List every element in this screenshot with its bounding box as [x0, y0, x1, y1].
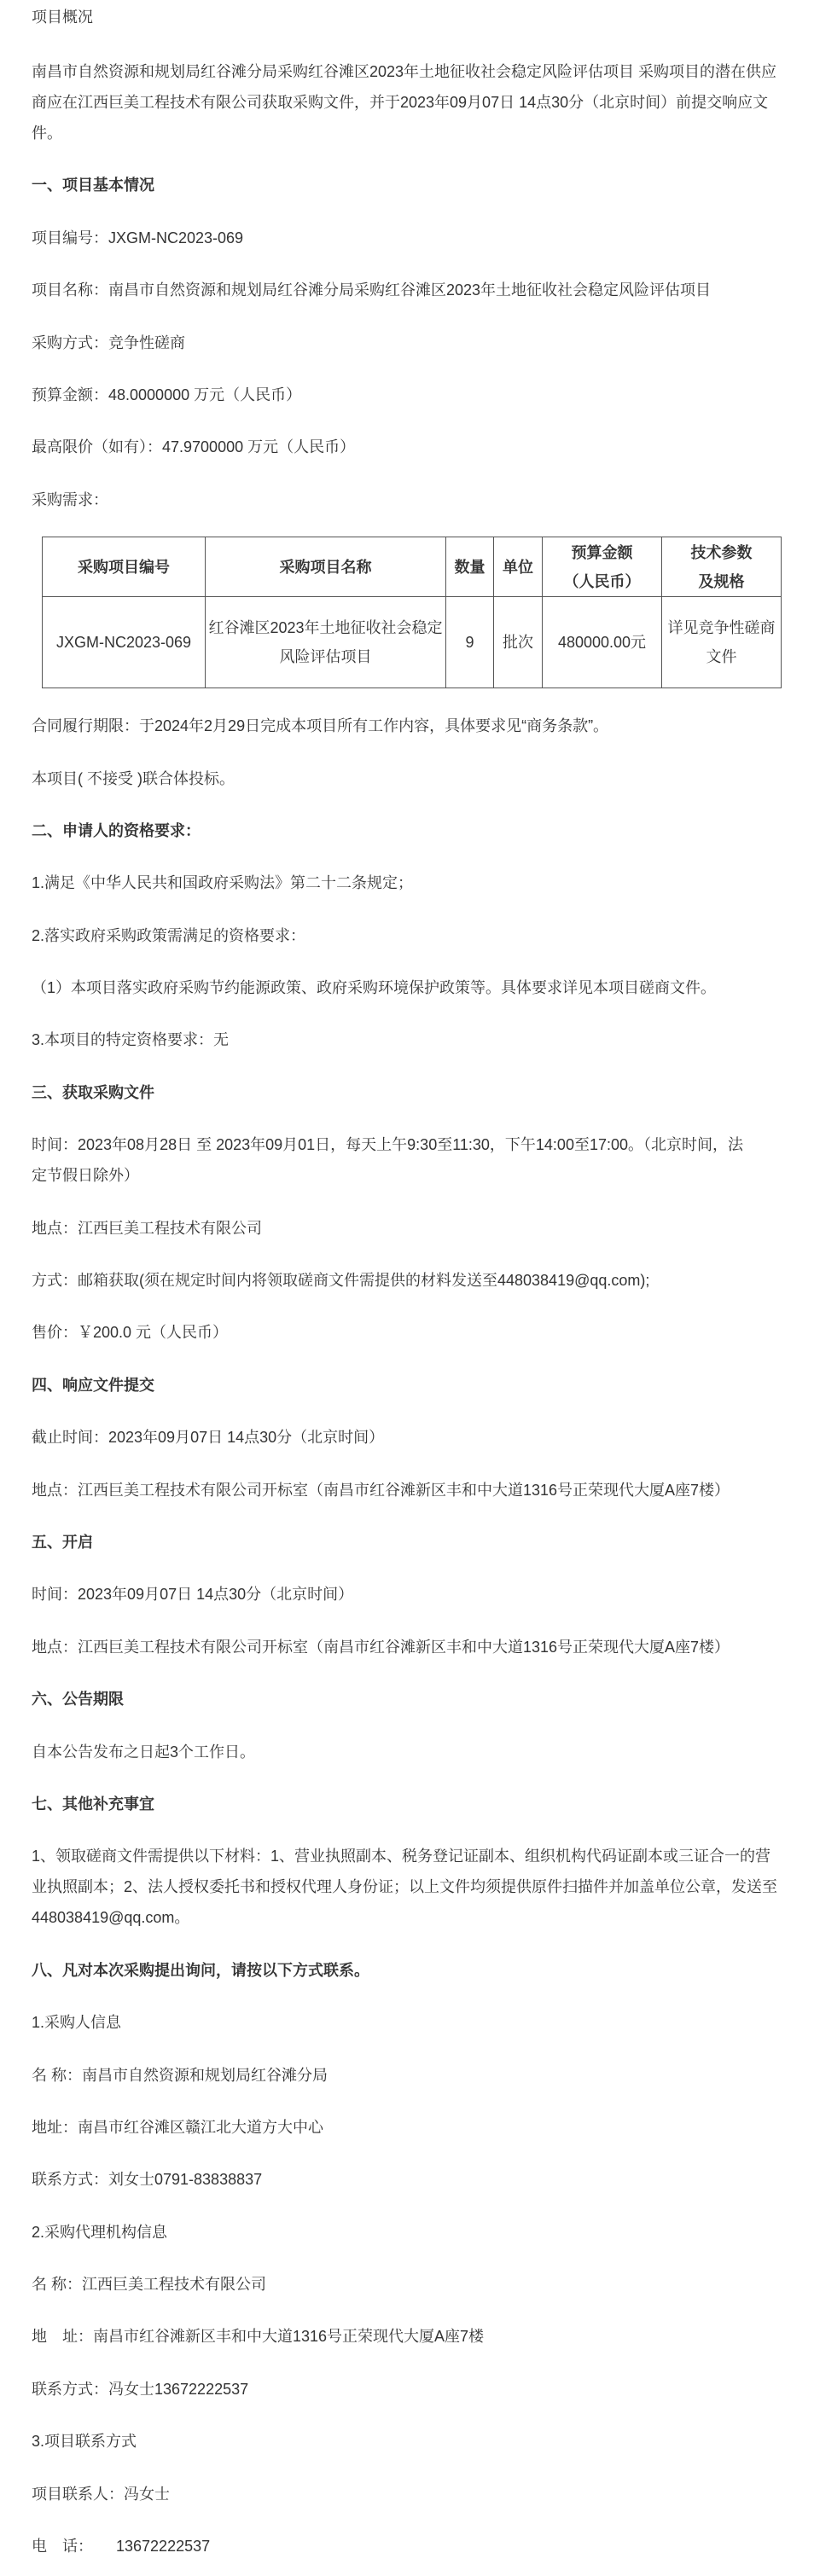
qualification-item: 2.落实政府采购政策需满足的资格要求：: [32, 926, 306, 944]
cell-project-name: [206, 597, 446, 688]
header-cell-text: 预算金额: [571, 543, 633, 561]
opening-time: 时间：2023年09月07日 14点30分（北京时间）: [32, 1586, 354, 1604]
opening-place: 地点：江西巨美工程技术有限公司开标室（南昌市红谷滩新区丰和中大道1316号正荣现代大厦A座7楼）: [32, 1638, 730, 1656]
section-heading-qualifications: 二、申请人的资格要求：: [32, 821, 201, 839]
agency-title: 2.采购代理机构信息: [32, 2223, 168, 2241]
section-heading-basic-info: 一、项目基本情况: [32, 177, 154, 194]
header-cell-budget: [543, 537, 662, 597]
submission-place: 地点：江西巨美工程技术有限公司开标室（南昌市红谷滩新区丰和中大道1316号正荣现代大厦A座7楼）: [32, 1481, 730, 1499]
cell-text: JXGM-NC2023-069: [55, 634, 192, 652]
header-cell-text: 数量: [454, 558, 485, 576]
section-heading-opening: 五、开启: [32, 1533, 93, 1551]
obtain-docs-time-line: 定节假日除外）: [32, 1167, 139, 1185]
cell-quantity: [446, 597, 494, 688]
header-cell-text: 单位: [503, 558, 533, 576]
cell-text: 480000.00元: [557, 634, 647, 652]
project-contact-phone: 电 话： 13672222537: [32, 2538, 211, 2556]
requirement-label: 采购需求：: [32, 490, 108, 508]
cell-text: 文件: [706, 648, 737, 666]
cell-budget: [543, 597, 662, 688]
section-heading-submission: 四、响应文件提交: [32, 1376, 154, 1394]
project-contact-title: 3.项目联系方式: [32, 2433, 137, 2451]
max-price: 最高限价（如有）：47.9700000 万元（人民币）: [32, 438, 356, 456]
section-heading-other: 七、其他补充事宜: [32, 1795, 154, 1813]
overview-intro-line: 件。: [32, 125, 62, 142]
obtain-docs-method: 方式：邮箱获取(须在规定时间内将领取磋商文件需提供的材料发送至448038419@qq.com);: [32, 1272, 650, 1290]
purchaser-title: 1.采购人信息: [32, 2014, 122, 2032]
cell-project-number: [43, 597, 206, 688]
requirement-table: [42, 537, 782, 688]
header-cell-specs: [662, 537, 782, 597]
obtain-docs-time-line: 时间：2023年08月28日 至 2023年09月01日，每天上午9:30至11:30，下午14:00至17:00。（北京时间，法: [32, 1136, 743, 1154]
header-cell-text: 采购项目名称: [279, 558, 372, 576]
overview-intro-line: 商应在江西巨美工程技术有限公司获取采购文件，并于2023年09月07日 14点30分（北京时间）前提交响应文: [32, 94, 769, 111]
section-heading-notice-period: 六、公告期限: [32, 1691, 124, 1709]
cell-text: 详见竞争性磋商: [667, 619, 776, 637]
qualification-item: 1.满足《中华人民共和国政府采购法》第二十二条规定；: [32, 874, 414, 892]
project-name: 项目名称：南昌市自然资源和规划局红谷滩分局采购红谷滩区2023年土地征收社会稳定风险评估项目: [32, 281, 712, 299]
budget-amount: 预算金额：48.0000000 万元（人民币）: [32, 386, 302, 403]
cell-text: 红谷滩区2023年土地征收社会稳定: [208, 619, 443, 637]
contract-term: 合同履行期限：于2024年2月29日完成本项目所有工作内容，具体要求见“商务条款”。: [32, 717, 609, 735]
other-materials: [32, 1841, 782, 1933]
section-heading-obtain-docs: 三、获取采购文件: [32, 1083, 154, 1101]
submission-deadline: 截止时间：2023年09月07日 14点30分（北京时间）: [32, 1429, 385, 1447]
other-materials-line: 448038419@qq.com。: [32, 1909, 190, 1927]
qualification-item: 3.本项目的特定资格要求：无: [32, 1031, 230, 1049]
agency-name: 名 称：江西巨美工程技术有限公司: [32, 2276, 266, 2294]
header-cell-text: 采购项目编号: [78, 558, 170, 576]
cell-text: 批次: [503, 634, 533, 652]
other-materials-line: 1、领取磋商文件需提供以下材料：1、营业执照副本、税务登记证副本、组织机构代码证副本或三证合一的营: [32, 1848, 771, 1865]
consortium-note: 本项目( 不接受 )联合体投标。: [32, 769, 235, 787]
notice-period-text: 自本公告发布之日起3个工作日。: [32, 1743, 256, 1761]
other-materials-line: 业执照副本；2、法人授权委托书和授权代理人身份证；以上文件均须提供原件扫描件并加盖单位公章，发送至: [32, 1878, 778, 1896]
cell-text: 风险评估项目: [279, 648, 372, 666]
header-cell-unit: [494, 537, 543, 597]
purchaser-phone: 联系方式：刘女士0791-83838837: [32, 2171, 263, 2189]
overview-label: 项目概况: [32, 9, 93, 26]
header-cell-text: （人民币）: [563, 572, 641, 590]
purchaser-name: 名 称：南昌市自然资源和规划局红谷滩分局: [32, 2066, 328, 2084]
obtain-docs-price: 售价：￥200.0 元（人民币）: [32, 1324, 229, 1342]
obtain-docs-time: [32, 1129, 782, 1191]
project-number: 项目编号：JXGM-NC2023-069: [32, 229, 244, 247]
obtain-docs-place: 地点：江西巨美工程技术有限公司: [32, 1219, 262, 1237]
overview-intro: [32, 56, 782, 148]
section-heading-contact: 八、凡对本次采购提出询问，请按以下方式联系。: [32, 1961, 369, 1979]
header-cell-text: 技术参数: [690, 543, 753, 561]
procurement-method: 采购方式：竞争性磋商: [32, 334, 185, 351]
agency-address: 地 址：南昌市红谷滩新区丰和中大道1316号正荣现代大厦A座7楼: [32, 2328, 485, 2346]
header-cell-project-name: [206, 537, 446, 597]
table-header-row: [43, 537, 782, 597]
header-cell-quantity: [446, 537, 494, 597]
header-cell-project-number: [43, 537, 206, 597]
cell-specs: [662, 597, 782, 688]
project-contact-person: 项目联系人：冯女士: [32, 2485, 170, 2503]
qualification-subitem: （1）本项目落实政府采购节约能源政策、政府采购环境保护政策等。具体要求详见本项目磋商文件。: [32, 979, 717, 997]
cell-unit: [494, 597, 543, 688]
cell-text: 9: [465, 634, 474, 652]
agency-phone: 联系方式：冯女士13672222537: [32, 2380, 249, 2398]
purchaser-address: 地址：南昌市红谷滩区赣江北大道方大中心: [32, 2118, 323, 2136]
overview-intro-line: 南昌市自然资源和规划局红谷滩分局采购红谷滩区2023年土地征收社会稳定风险评估项目 采购项目的潜在供应: [32, 63, 777, 80]
header-cell-text: 及规格: [698, 572, 745, 590]
table-row: [43, 597, 782, 688]
